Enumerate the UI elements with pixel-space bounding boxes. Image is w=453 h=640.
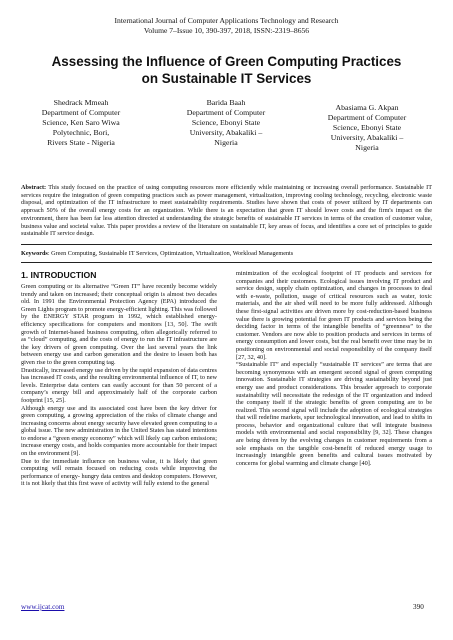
- abstract: [21, 184, 432, 238]
- keywords: [21, 250, 432, 258]
- keywords-text: : Green Computing, Sustainable IT Services, Optimization, Virtualization, Workload Managements: [47, 250, 294, 257]
- body-paragraph: minimization of the ecological footprint of IT products and services for companies and their customers. Ecological issues involving IT product and service design, supply chain optimization, and changes in processes to deal with e-waste, pollution, usage of critical resources such as water, toxic materials, and the air shed will need to be more fully addressed. Although these first-signal activities are driven more by cost-reduction-based business value there is growing potential for green IT products and services being the deciding factor in terms of the intangible benefits of “greenness” to the customer. Vendors are now able to position products and services in terms of energy consumption and lower costs, but the real benefit over time may be in positioning on environmental and social responsibility of the company itself [27, 32, 40].: [236, 270, 432, 361]
- abstract-text: This study focused on the practice of using computing resources more efficiently while maintaining or increasing overall performance. Sustainable IT services require the integration of green computing practices such as power management, virtualization, improving cooling technology, recycling, electronic waste disposal, and optimization of the IT infrastructure to meet sustainability requirements. Studies have shown that costs of power utilized by IT departments can approach 50% of the overall energy costs for an organization. While there is an expectation that green IT should lower costs and the firm's impact on the environment, there has been far less attention directed at understanding the strategic benefits of sustainable IT services in terms of the creation of customer value, business value and societal value. This paper provides a review of the literature on sustainable IT, key areas of focus, and identifies a core set of principles to guide sustainable IT service design.: [21, 184, 432, 238]
- divider-bottom: [21, 262, 432, 263]
- author-affiliation-line: University, Abakaliki –: [330, 133, 404, 142]
- page-number: 390: [413, 603, 424, 611]
- author-affiliation-line: Science, Ebonyi State: [191, 118, 261, 127]
- paper-title: [30, 53, 423, 87]
- left-column: [21, 270, 217, 488]
- body-paragraph: Although energy use and its associated cost have been the key driver for green computing, a growing appreciation of the risks of climate change and increasing concerns about energy security have elevated green computing to a global issue. The new administration in the United States has stated intentions to endorse a “green energy economy” which will likely cap carbon emissions; increase energy costs, and holds companies more accountable for their impact on the environment [9].: [21, 404, 217, 458]
- author-affiliation-line: Polytechnic, Bori,: [52, 128, 110, 137]
- keywords-label: Keywords: [21, 250, 48, 257]
- body-paragraph: Drastically, increased energy use driven by the rapid expansion of data centres has increased IT costs, and the resulting environmental influence of IT, to new levels. Enterprise data centers can easily account for than 50 percent of a company’s energy bill and approximately half of the corporate carbon footprint [15, 25].: [21, 366, 217, 404]
- body-paragraph: “Sustainable IT” and especially “sustainable IT services” are terms that are becoming synonymous with an emergent second signal of green computing innovation. Sustainable IT strategies are driving sustainability beyond just energy use and product considerations. This broader approach to corporate sustainability will necessitate the redesign of the IT organization and indeed the company itself if the strategic benefits of green computing are to be realized. This second signal will include the adoption of ecological strategies that will redefine markets, spur technological innovation, and lead to shifts in process, behavior and organizational culture that will integrate business models with environmental and social responsibility [9, 32]. These changes are being driven by the evolving changes in customer requirements from a sole emphasis on the tangible cost-benefit of reduced energy usage to increasingly intangible green benefits and cultural issues motivated by concerns for global warming and climate change [40].: [236, 361, 432, 467]
- author-block-2: [170, 98, 282, 148]
- author-name: Shedrack Mmeah: [53, 98, 109, 107]
- author-name: Abasiama G. Akpan: [335, 103, 399, 112]
- body-paragraph: Due to the immediate influence on business value, it is likely that green computing will remain focused on reducing costs while improving the performance of energy- hungry data centres and desktop computers. However, it is not likely that this first wave of activity will fully extend to the general: [21, 457, 217, 488]
- author-affiliation-line: Science, Ebonyi State: [332, 123, 402, 132]
- journal-volume: Volume 7–Issue 10, 390-397, 2018, ISSN:-2319–8656: [143, 25, 310, 35]
- body-paragraph: Green computing or its alternative “Green IT” have recently become widely trendy and taken on increased; their conceptual origin is almost two decades old. In 1991 the Environmental Protection Agency (EPA) introduced the Green Lights program to promote energy-efficient lighting. This was followed by the ENERGY STAR program in 1992, which established energy- efficiency specifications for computers and monitors [13, 50]. The swift growth of Internet-based business computing, often allegorically referred to as “cloud” computing, and the costs of energy to run the IT infrastructure are the key drivers of green computing. Over the last several years the link between energy use and carbon generation and the desire to lessen both has given rise to the green computing tag.: [21, 283, 217, 366]
- author-affiliation-line: University, Abakaliki –: [189, 128, 263, 137]
- right-column: [236, 270, 432, 467]
- journal-website-link[interactable]: www.ijcat.com: [21, 603, 65, 611]
- author-block-1: [25, 98, 137, 148]
- title-line-2: on Sustainable IT Services: [141, 71, 312, 86]
- author-block-3: [307, 103, 427, 153]
- author-affiliation-line: Department of Computer: [41, 108, 121, 117]
- author-name: Barida Baah: [206, 98, 246, 107]
- abstract-label: Abstract:: [21, 184, 47, 191]
- section-heading: 1. INTRODUCTION: [21, 270, 97, 280]
- author-affiliation-line: Nigeria: [355, 143, 379, 152]
- journal-name: International Journal of Computer Applications Technology and Research: [114, 16, 339, 25]
- author-affiliation-line: Department of Computer: [186, 108, 266, 117]
- author-affiliation-line: Department of Computer: [327, 113, 407, 122]
- author-affiliation-line: Science, Ken Saro Wiwa: [42, 118, 120, 127]
- author-affiliation-line: Nigeria: [214, 138, 238, 147]
- journal-header: [0, 16, 453, 35]
- author-affiliation-line: Rivers State - Nigeria: [47, 138, 115, 147]
- divider-top: [21, 244, 432, 245]
- title-line-1: Assessing the Influence of Green Computing Practices: [51, 54, 402, 69]
